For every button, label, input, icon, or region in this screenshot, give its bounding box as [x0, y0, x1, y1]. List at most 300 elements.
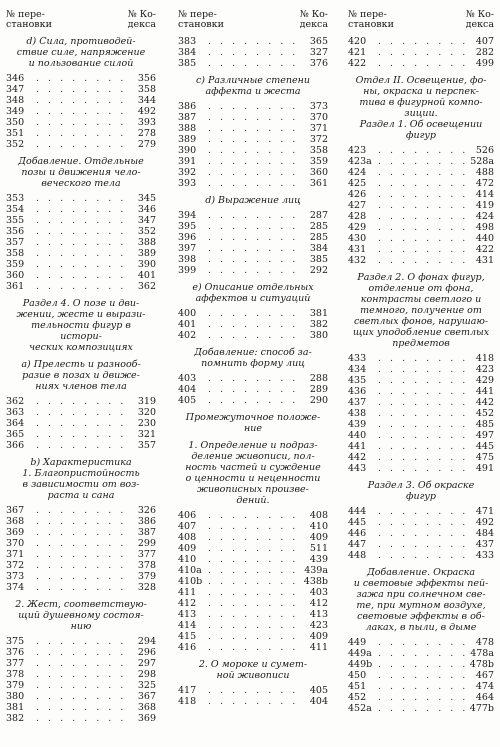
rearrangement-number: 441 [348, 441, 367, 452]
dot-leader [208, 319, 302, 330]
index-row [6, 226, 156, 237]
dot-leader [36, 193, 130, 204]
section-heading: d) Сила, противодей- ствие силе, напряжение и пользование силой [16, 36, 146, 69]
codex-number: 474 [475, 681, 494, 692]
section-heading: Добавление: способ за- помнить форму лиц [194, 347, 312, 369]
dot-leader [36, 73, 130, 84]
index-row [348, 670, 494, 681]
index-row [178, 685, 328, 696]
index-row [178, 36, 328, 47]
codex-number: 389 [137, 248, 156, 259]
dot-leader [208, 532, 302, 543]
column-header [178, 10, 328, 30]
rearrangement-number: 403 [178, 373, 197, 384]
codex-number: 358 [309, 145, 328, 156]
index-row [6, 73, 156, 84]
index-row [348, 58, 494, 69]
dot-leader [36, 538, 130, 549]
index-row [178, 565, 328, 576]
section-heading: а) Прелесть и разнооб- разие в позах и движе- ниях членов тела [21, 359, 141, 392]
codex-number: 298 [137, 669, 156, 680]
dot-leader [36, 582, 130, 593]
rearrangement-number: 443 [348, 463, 367, 474]
index-row [348, 156, 494, 167]
codex-number: 377 [137, 549, 156, 560]
codex-number: 328 [137, 582, 156, 593]
dot-leader [378, 681, 468, 692]
section-heading: Отдел II. Освещение, фо- ны, окраска и перспек- тива в фигурной компо- зиции. Раздел 1. Об освещении фигур [355, 75, 487, 141]
codex-number: 526 [475, 145, 494, 156]
dot-leader [208, 543, 302, 554]
index-row [178, 221, 328, 232]
index-row [348, 189, 494, 200]
codex-number: 438b [303, 576, 328, 587]
rearrangement-number: 396 [178, 232, 197, 243]
codex-number: 381 [309, 308, 328, 319]
dot-leader [378, 637, 468, 648]
dot-leader [36, 669, 130, 680]
index-row [178, 532, 328, 543]
index-row [178, 587, 328, 598]
section-heading: Раздел 3. Об окраске фигур [367, 480, 475, 502]
codex-number: 378 [137, 560, 156, 571]
codex-number: 424 [475, 211, 494, 222]
rearrangement-number: 416 [178, 642, 197, 653]
codex-number: 440 [475, 233, 494, 244]
dot-leader [208, 308, 302, 319]
dot-leader [36, 636, 130, 647]
codex-number: 371 [309, 123, 328, 134]
rearrangement-number: 440 [348, 430, 367, 441]
dot-leader [208, 554, 302, 565]
dot-leader [208, 330, 302, 341]
index-row [6, 713, 156, 724]
codex-number: 373 [309, 101, 328, 112]
rearrangement-number: 389 [178, 134, 197, 145]
rearrangement-number: 388 [178, 123, 197, 134]
index-row [348, 145, 494, 156]
codex-number: 497 [475, 430, 494, 441]
dot-leader [378, 58, 468, 69]
section-heading: Добавление. Отдельные позы и движения чело- веческого тела [18, 156, 144, 189]
dot-leader [36, 139, 130, 150]
index-row [6, 84, 156, 95]
index-row [178, 47, 328, 58]
codex-number: 528a [470, 156, 494, 167]
dot-leader [36, 259, 130, 270]
rearrangement-number: 417 [178, 685, 197, 696]
codex-number: 445 [475, 441, 494, 452]
index-row [6, 527, 156, 538]
index-row [178, 112, 328, 123]
rearrangement-number: 369 [6, 527, 25, 538]
dot-leader [36, 407, 130, 418]
rearrangement-number: 352 [6, 139, 25, 150]
codex-number: 485 [475, 419, 494, 430]
rearrangement-number: 395 [178, 221, 197, 232]
rearrangement-number: 451 [348, 681, 367, 692]
codex-number: 319 [137, 396, 156, 407]
dot-leader [208, 576, 302, 587]
codex-number: 296 [137, 647, 156, 658]
rearrangement-number: 367 [6, 505, 25, 516]
index-row [178, 243, 328, 254]
index-row [348, 703, 494, 714]
index-row [6, 560, 156, 571]
header-right: № Ко- декса [465, 9, 494, 30]
rearrangement-number: 429 [348, 222, 367, 233]
index-row [6, 429, 156, 440]
section-heading: c) Различные степени аффекта и жеста [195, 75, 311, 97]
codex-number: 409 [309, 532, 328, 543]
index-row [348, 408, 494, 419]
codex-number: 379 [137, 571, 156, 582]
rearrangement-number: 409 [178, 543, 197, 554]
codex-number: 297 [137, 658, 156, 669]
dot-leader [378, 156, 468, 167]
codex-number: 289 [309, 384, 328, 395]
codex-number: 285 [309, 221, 328, 232]
index-row [6, 139, 156, 150]
dot-leader [36, 281, 130, 292]
index-row [348, 167, 494, 178]
dot-leader [208, 373, 302, 384]
rearrangement-number: 382 [6, 713, 25, 724]
index-row [178, 576, 328, 587]
dot-leader [378, 408, 468, 419]
rearrangement-number: 436 [348, 386, 367, 397]
codex-number: 492 [475, 517, 494, 528]
rearrangement-number: 432 [348, 255, 367, 266]
index-rows [178, 510, 328, 653]
dot-leader [378, 36, 468, 47]
codex-number: 361 [309, 178, 328, 189]
dot-leader [378, 222, 468, 233]
column-2 [178, 10, 328, 711]
index-row [348, 648, 494, 659]
rearrangement-number: 385 [178, 58, 197, 69]
rearrangement-number: 360 [6, 270, 25, 281]
section-heading: 2. Жест, соответствую- щий душевному состоя- нию [15, 599, 147, 632]
section-heading: Промежуточное положе- ние [185, 412, 321, 434]
codex-number: 325 [137, 680, 156, 691]
index-row [348, 233, 494, 244]
index-rows [6, 73, 156, 150]
index-row [348, 36, 494, 47]
codex-number: 478 [475, 637, 494, 648]
codex-number: 423 [309, 620, 328, 631]
index-row [6, 248, 156, 259]
rearrangement-number: 410 [178, 554, 197, 565]
index-row [348, 463, 494, 474]
dot-leader [378, 441, 468, 452]
column-1 [6, 10, 156, 728]
index-row [6, 418, 156, 429]
codex-number: 370 [309, 112, 328, 123]
rearrangement-number: 449b [348, 659, 373, 670]
rearrangement-number: 351 [6, 128, 25, 139]
index-row [178, 330, 328, 341]
rearrangement-number: 354 [6, 204, 25, 215]
codex-number: 320 [137, 407, 156, 418]
index-row [6, 270, 156, 281]
rearrangement-number: 375 [6, 636, 25, 647]
index-row [6, 204, 156, 215]
index-row [348, 528, 494, 539]
dot-leader [378, 670, 468, 681]
rearrangement-number: 414 [178, 620, 197, 631]
codex-number: 429 [475, 375, 494, 386]
codex-number: 358 [137, 84, 156, 95]
index-row [178, 265, 328, 276]
index-row [348, 550, 494, 561]
codex-number: 388 [137, 237, 156, 248]
index-row [348, 539, 494, 550]
index-rows [178, 210, 328, 276]
dot-leader [378, 364, 468, 375]
index-row [178, 631, 328, 642]
rearrangement-number: 357 [6, 237, 25, 248]
index-row [6, 571, 156, 582]
index-rows [348, 36, 494, 69]
index-row [348, 452, 494, 463]
rearrangement-number: 361 [6, 281, 25, 292]
codex-number: 437 [475, 539, 494, 550]
dot-leader [378, 178, 468, 189]
codex-number: 382 [309, 319, 328, 330]
dot-leader [208, 47, 302, 58]
rearrangement-number: 431 [348, 244, 367, 255]
dot-leader [36, 95, 130, 106]
rearrangement-number: 399 [178, 265, 197, 276]
rearrangement-number: 446 [348, 528, 367, 539]
dot-leader [208, 123, 302, 134]
dot-leader [36, 128, 130, 139]
rearrangement-number: 430 [348, 233, 367, 244]
index-row [348, 419, 494, 430]
rearrangement-number: 452a [348, 703, 372, 714]
codex-number: 410 [309, 521, 328, 532]
dot-leader [378, 430, 468, 441]
index-row [178, 609, 328, 620]
dot-leader [208, 609, 302, 620]
index-row [348, 692, 494, 703]
index-row [348, 200, 494, 211]
index-row [348, 517, 494, 528]
dot-leader [36, 237, 130, 248]
dot-leader [208, 696, 302, 707]
codex-number: 352 [137, 226, 156, 237]
dot-leader [378, 211, 468, 222]
rearrangement-number: 386 [178, 101, 197, 112]
column-3 [348, 10, 494, 718]
rearrangement-number: 402 [178, 330, 197, 341]
dot-leader [208, 178, 302, 189]
index-row [6, 128, 156, 139]
codex-number: 412 [309, 598, 328, 609]
dot-leader [208, 221, 302, 232]
codex-number: 282 [475, 47, 494, 58]
rearrangement-number: 401 [178, 319, 197, 330]
rearrangement-number: 383 [178, 36, 197, 47]
codex-number: 422 [475, 244, 494, 255]
index-row [178, 642, 328, 653]
index-row [6, 407, 156, 418]
rearrangement-number: 356 [6, 226, 25, 237]
rearrangement-number: 346 [6, 73, 25, 84]
index-row [6, 215, 156, 226]
rearrangement-number: 404 [178, 384, 197, 395]
codex-number: 387 [137, 527, 156, 538]
dot-leader [36, 215, 130, 226]
codex-number: 365 [309, 36, 328, 47]
index-row [6, 680, 156, 691]
rearrangement-number: 424 [348, 167, 367, 178]
rearrangement-number: 428 [348, 211, 367, 222]
index-rows [178, 373, 328, 406]
dot-leader [378, 659, 468, 670]
index-rows [348, 145, 494, 266]
index-row [6, 505, 156, 516]
rearrangement-number: 452 [348, 692, 367, 703]
index-row [178, 696, 328, 707]
index-row [6, 396, 156, 407]
codex-number: 327 [309, 47, 328, 58]
rearrangement-number: 387 [178, 112, 197, 123]
codex-number: 408 [309, 510, 328, 521]
index-row [178, 384, 328, 395]
dot-leader [208, 243, 302, 254]
rearrangement-number: 410b [178, 576, 203, 587]
rearrangement-number: 435 [348, 375, 367, 386]
index-row [348, 244, 494, 255]
dot-leader [378, 255, 468, 266]
rearrangement-number: 355 [6, 215, 25, 226]
rearrangement-number: 434 [348, 364, 367, 375]
rearrangement-number: 359 [6, 259, 25, 270]
dot-leader [36, 440, 130, 451]
codex-number: 369 [137, 713, 156, 724]
header-left: № пере- становки [178, 9, 224, 30]
index-row [348, 506, 494, 517]
codex-number: 511 [309, 543, 328, 554]
index-row [348, 430, 494, 441]
rearrangement-number: 392 [178, 167, 197, 178]
codex-number: 230 [137, 418, 156, 429]
dot-leader [36, 658, 130, 669]
dot-leader [36, 516, 130, 527]
index-rows [6, 193, 156, 292]
dot-leader [378, 244, 468, 255]
codex-number: 477b [469, 703, 494, 714]
rearrangement-number: 348 [6, 95, 25, 106]
index-rows [178, 101, 328, 189]
index-rows [348, 506, 494, 561]
index-rows [178, 308, 328, 341]
index-row [348, 659, 494, 670]
codex-number: 362 [137, 281, 156, 292]
index-row [178, 101, 328, 112]
index-row [178, 308, 328, 319]
dot-leader [378, 167, 468, 178]
index-row [348, 255, 494, 266]
codex-number: 498 [475, 222, 494, 233]
dot-leader [36, 117, 130, 128]
rearrangement-number: 438 [348, 408, 367, 419]
rearrangement-number: 368 [6, 516, 25, 527]
rearrangement-number: 398 [178, 254, 197, 265]
index-row [178, 178, 328, 189]
rearrangement-number: 397 [178, 243, 197, 254]
rearrangement-number: 439 [348, 419, 367, 430]
rearrangement-number: 447 [348, 539, 367, 550]
rearrangement-number: 423 [348, 145, 367, 156]
codex-number: 376 [309, 58, 328, 69]
codex-number: 488 [475, 167, 494, 178]
section-heading: Раздел 4. О позе и дви- жении, жесте и вырази- тельности фигур в истори- ческих композициях [16, 298, 146, 353]
codex-number: 380 [309, 330, 328, 341]
rearrangement-number: 408 [178, 532, 197, 543]
index-row [6, 658, 156, 669]
codex-number: 292 [309, 265, 328, 276]
dot-leader [208, 254, 302, 265]
rearrangement-number: 370 [6, 538, 25, 549]
rearrangement-number: 400 [178, 308, 197, 319]
index-row [348, 681, 494, 692]
codex-number: 418 [475, 353, 494, 364]
dot-leader [36, 647, 130, 658]
dot-leader [208, 521, 302, 532]
codex-number: 409 [309, 631, 328, 642]
codex-number: 278 [137, 128, 156, 139]
rearrangement-number: 358 [6, 248, 25, 259]
index-row [348, 47, 494, 58]
rearrangement-number: 425 [348, 178, 367, 189]
rearrangement-number: 445 [348, 517, 367, 528]
rearrangement-number: 391 [178, 156, 197, 167]
index-row [6, 636, 156, 647]
dot-leader [378, 397, 468, 408]
codex-number: 475 [475, 452, 494, 463]
codex-number: 326 [137, 505, 156, 516]
codex-number: 439 [309, 554, 328, 565]
dot-leader [208, 642, 302, 653]
index-row [178, 543, 328, 554]
rearrangement-number: 406 [178, 510, 197, 521]
index-row [178, 167, 328, 178]
index-row [348, 364, 494, 375]
codex-number: 360 [309, 167, 328, 178]
index-row [348, 397, 494, 408]
index-row [348, 178, 494, 189]
index-row [6, 516, 156, 527]
index-rows [178, 36, 328, 69]
codex-number: 285 [309, 232, 328, 243]
rearrangement-number: 347 [6, 84, 25, 95]
dot-leader [208, 101, 302, 112]
codex-number: 356 [137, 73, 156, 84]
rearrangement-number: 364 [6, 418, 25, 429]
index-row [6, 582, 156, 593]
dot-leader [208, 685, 302, 696]
dot-leader [378, 648, 468, 659]
dot-leader [378, 703, 468, 714]
index-rows [178, 685, 328, 707]
codex-number: 385 [309, 254, 328, 265]
rearrangement-number: 393 [178, 178, 197, 189]
header-right: № Ко- декса [127, 9, 156, 30]
index-row [178, 319, 328, 330]
